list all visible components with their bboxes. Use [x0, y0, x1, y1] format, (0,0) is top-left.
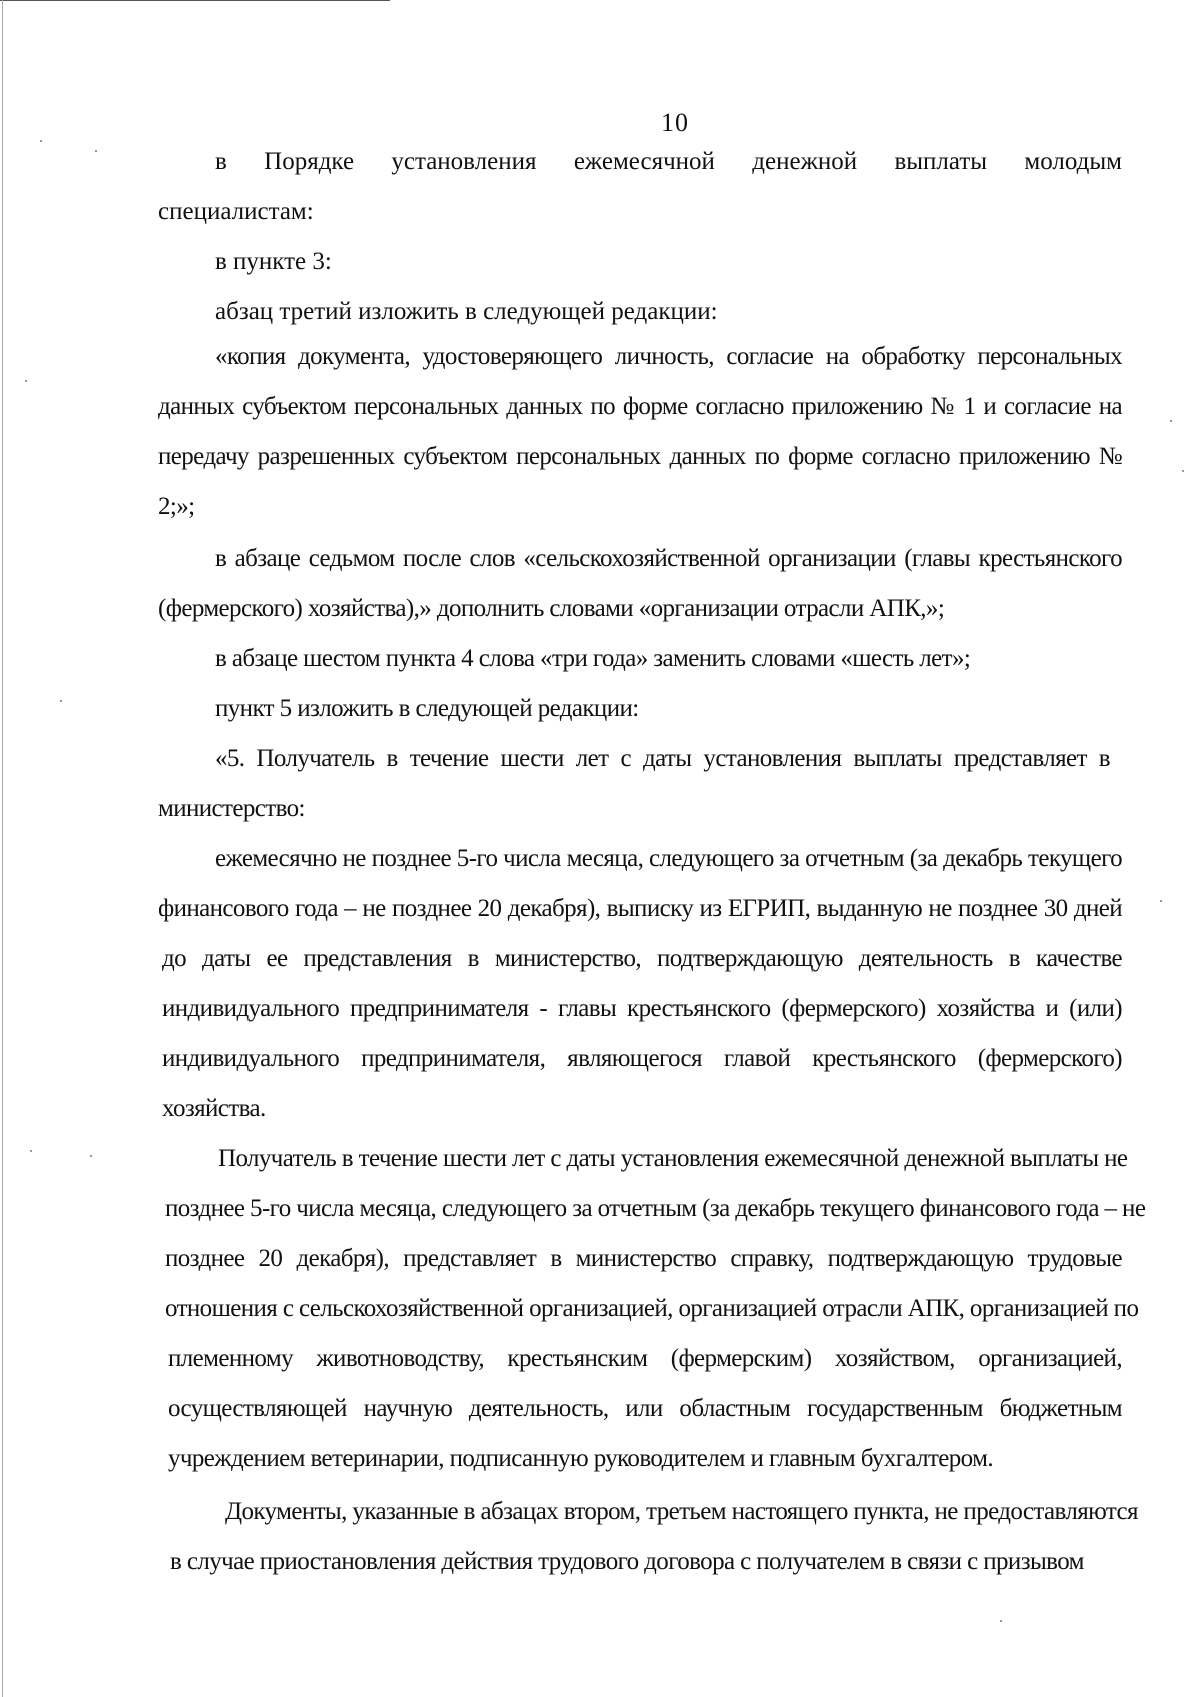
scan-speck [30, 1150, 32, 1152]
paragraph-line: 2;»; [158, 493, 195, 520]
scan-speck [90, 1155, 92, 1157]
scan-speck [1182, 470, 1184, 472]
page-number: 10 [661, 108, 689, 137]
paragraph-line: в случае приостановления действия трудового договора с получателем в связи с призывом [170, 1548, 1084, 1575]
paragraph-line: осуществляющей научную деятельность, или областным государственным бюджетным [168, 1395, 1122, 1422]
paragraph-line: в абзаце шестом пункта 4 слова «три года» заменить словами «шесть лет»; [215, 645, 971, 672]
paragraph-line: передачу разрешенных субъектом персональных данных по форме согласно приложению № [158, 443, 1122, 470]
paragraph-line: индивидуального предпринимателя, являющегося главой крестьянского (фермерского) [162, 1045, 1122, 1072]
scan-border-top [0, 0, 390, 1]
paragraph-line: хозяйства. [162, 1095, 266, 1122]
scan-speck [40, 140, 42, 142]
paragraph-line: Документы, указанные в абзацах втором, третьем настоящего пункта, не предоставляются [225, 1498, 1138, 1525]
paragraph-line: абзац третий изложить в следующей редакции: [215, 298, 718, 325]
paragraph-line: министерство: [158, 795, 305, 822]
paragraph-line: пункт 5 изложить в следующей редакции: [215, 695, 639, 722]
scan-speck [25, 380, 27, 382]
scan-speck [1160, 900, 1162, 902]
paragraph-line: учреждением ветеринарии, подписанную руководителем и главным бухгалтером. [168, 1445, 993, 1472]
paragraph-line: отношения с сельскохозяйственной организацией, организацией отрасли АПК, организацией по [165, 1295, 1139, 1322]
paragraph-line: в пункте 3: [215, 248, 332, 275]
paragraph-line: данных субъектом персональных данных по форме согласно приложению № 1 и согласие на [158, 393, 1122, 420]
paragraph-line: «5. Получатель в течение шести лет с даты установления выплаты представляет в [215, 745, 1110, 772]
scan-border-left [2, 0, 3, 1697]
paragraph-line: (фермерского) хозяйства),» дополнить словами «организации отрасли АПК,»; [158, 595, 945, 622]
scan-speck [60, 700, 62, 702]
paragraph-line: «копия документа, удостоверяющего личность, согласие на обработку персональных [215, 343, 1122, 370]
scan-speck [1170, 420, 1172, 422]
paragraph-line: финансового года – не позднее 20 декабря), выписку из ЕГРИП, выданную не позднее 30 дней [158, 895, 1122, 922]
paragraph-line: Получатель в течение шести лет с даты установления ежемесячной денежной выплаты не [218, 1145, 1128, 1172]
paragraph-line: позднее 20 декабря), представляет в министерство справку, подтверждающую трудовые [165, 1245, 1122, 1272]
scan-speck [95, 150, 97, 152]
paragraph-line: ежемесячно не позднее 5-го числа месяца, следующего за отчетным (за декабрь текущего [215, 845, 1122, 872]
paragraph-line: в абзаце седьмом после слов «сельскохозяйственной организации (главы крестьянского [215, 545, 1122, 572]
paragraph-line: индивидуального предпринимателя - главы крестьянского (фермерского) хозяйства и (или) [162, 995, 1122, 1022]
scan-speck [1000, 1620, 1002, 1622]
paragraph-line: специалистам: [158, 198, 314, 225]
paragraph-line: племенному животноводству, крестьянским (фермерским) хозяйством, организацией, [168, 1345, 1122, 1372]
paragraph-line: до даты ее представления в министерство, подтверждающую деятельность в качестве [162, 945, 1122, 972]
paragraph-line: позднее 5-го числа месяца, следующего за отчетным (за декабрь текущего финансового года – не [165, 1195, 1146, 1222]
paragraph-line: в Порядке установления ежемесячной денежной выплаты молодым [215, 148, 1122, 175]
